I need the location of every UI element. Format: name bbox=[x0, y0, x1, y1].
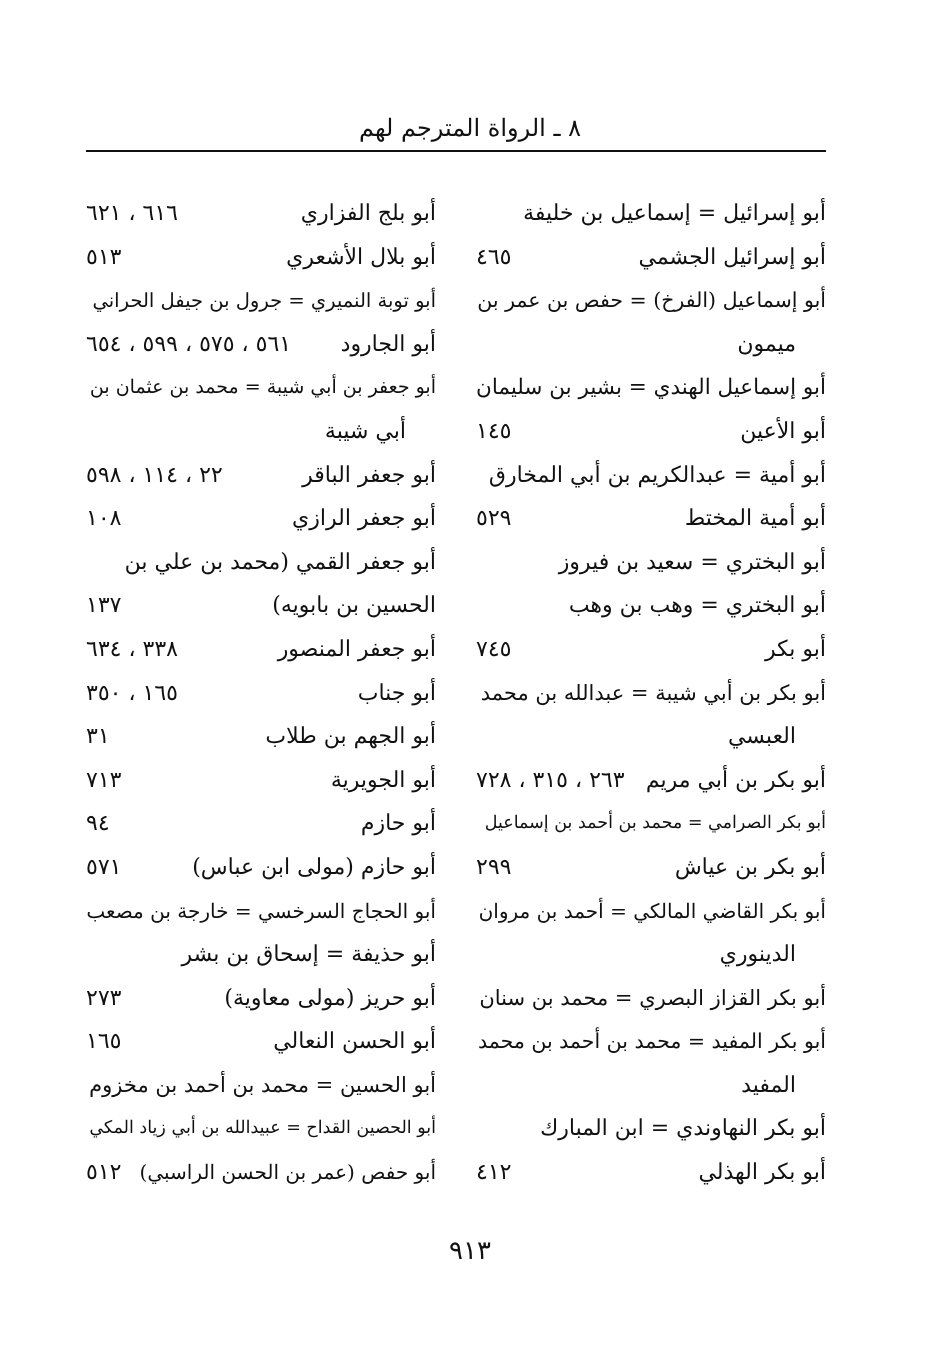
index-entry bbox=[86, 1107, 436, 1151]
entry-page-numbers: ٥١٣ bbox=[86, 244, 122, 270]
entry-name: أبو حازم (مولى ابن عباس) bbox=[192, 854, 436, 880]
entry-page-numbers: ٢٧٣ bbox=[86, 985, 122, 1011]
index-entry bbox=[476, 890, 826, 934]
index-entry bbox=[476, 715, 826, 759]
entry-name: أبو جعفر القمي (محمد بن علي بن bbox=[124, 549, 436, 575]
entry-name: أبو بكر النهاوندي = ابن المبارك bbox=[540, 1116, 826, 1142]
entry-name: أبو أمية المختط bbox=[684, 506, 826, 532]
entry-name: أبو بكر bbox=[764, 636, 826, 662]
index-entry bbox=[86, 584, 436, 628]
entry-page-numbers: ٢٢ ، ١١٤ ، ٥٩٨ bbox=[86, 462, 223, 488]
index-entry bbox=[476, 497, 826, 541]
index-entry bbox=[86, 236, 436, 280]
entry-name: أبو بكر القاضي المالكي = أحمد بن مروان bbox=[478, 898, 826, 923]
index-entry bbox=[86, 1151, 436, 1195]
entry-name: أبو بلال الأشعري bbox=[286, 244, 436, 270]
entry-name: أبو بكر بن أبي شيبة = عبدالله بن محمد bbox=[480, 680, 826, 705]
index-column-right bbox=[476, 192, 826, 1195]
index-entry bbox=[476, 1020, 826, 1064]
entry-page-numbers: ١٣٧ bbox=[86, 593, 122, 619]
entry-name: أبو توبة النميري = جرول بن جيفل الحراني bbox=[92, 289, 436, 313]
entry-name: أبو بكر المفيد = محمد بن أحمد بن محمد bbox=[478, 1029, 826, 1054]
index-entry bbox=[476, 1107, 826, 1151]
entry-page-numbers: ٢٦٣ ، ٣١٥ ، ٧٢٨ bbox=[476, 767, 625, 793]
index-entry bbox=[86, 410, 436, 454]
entry-page-numbers: ٢٩٩ bbox=[476, 854, 512, 880]
entry-page-numbers: ٤٦٥ bbox=[476, 244, 512, 270]
index-entry bbox=[476, 802, 826, 846]
index-entry bbox=[476, 672, 826, 716]
entry-name: أبو حفص (عمر بن الحسن الراسبي) bbox=[139, 1160, 436, 1185]
entry-name: أبو الحجاج السرخسي = خارجة بن مصعب bbox=[86, 898, 436, 923]
entry-name: أبو الجويرية bbox=[330, 767, 436, 793]
entry-name: أبو بكر القزاز البصري = محمد بن سنان bbox=[479, 985, 826, 1010]
index-entry bbox=[86, 541, 436, 585]
index-entry bbox=[476, 1151, 826, 1195]
entry-page-numbers: ١٦٥ bbox=[86, 1029, 122, 1055]
entry-name: أبو الحصين القداح = عبيدالله بن أبي زياد المكي bbox=[89, 1118, 436, 1139]
index-entry bbox=[86, 192, 436, 236]
index-entry bbox=[86, 802, 436, 846]
page-header-title: ٨ ـ الرواة المترجم لهم bbox=[359, 114, 581, 142]
entry-name: أبو جعفر بن أبي شيبة = محمد بن عثمان بن bbox=[89, 376, 436, 399]
index-entry bbox=[476, 236, 826, 280]
index-entry bbox=[86, 497, 436, 541]
entry-name: أبو الجهم بن طلاب bbox=[265, 724, 436, 750]
entry-name: أبو جعفر المنصور bbox=[277, 636, 436, 662]
entry-name: أبو بكر بن أبي مريم bbox=[645, 767, 826, 793]
entry-page-numbers: ٧٤٥ bbox=[476, 636, 512, 662]
page-number: ٩١٣ bbox=[449, 1236, 491, 1266]
index-entry bbox=[476, 977, 826, 1021]
entry-name: أبو بلج الفزاري bbox=[300, 201, 436, 226]
entry-name: الدينوري bbox=[719, 942, 796, 968]
entry-name: أبو إسماعيل (الفرخ) = حفص بن عمر بن bbox=[477, 288, 826, 313]
entry-name: أبي شيبة bbox=[324, 418, 406, 444]
index-entry bbox=[476, 759, 826, 803]
index-entry bbox=[476, 279, 826, 323]
entry-page-numbers: ٤١٢ bbox=[476, 1160, 512, 1186]
entry-name: أبو بكر الصرامي = محمد بن أحمد بن إسماعيل bbox=[484, 813, 826, 834]
index-entry bbox=[476, 846, 826, 890]
entry-name: أبو حازم bbox=[360, 811, 436, 837]
index-entry bbox=[476, 1064, 826, 1108]
index-entry bbox=[476, 366, 826, 410]
index-entry bbox=[86, 323, 436, 367]
entry-name: أبو الجارود bbox=[340, 331, 436, 357]
index-entry bbox=[86, 1020, 436, 1064]
entry-name: الحسين بن بابويه) bbox=[272, 593, 436, 619]
index-entry bbox=[476, 192, 826, 236]
index-entry bbox=[86, 628, 436, 672]
index-entry bbox=[86, 672, 436, 716]
entry-name: ميمون bbox=[737, 331, 796, 357]
index-entry bbox=[476, 454, 826, 498]
entry-page-numbers: ١٦٥ ، ٣٥٠ bbox=[86, 680, 178, 706]
index-entry bbox=[476, 541, 826, 585]
index-entry bbox=[86, 715, 436, 759]
entry-name: أبو الحسن النعالي bbox=[273, 1029, 436, 1055]
index-entry bbox=[476, 323, 826, 367]
entry-name: أبو البختري = سعيد بن فيروز bbox=[558, 549, 826, 575]
index-entry bbox=[476, 628, 826, 672]
entry-name: أبو إسرائيل = إسماعيل بن خليفة bbox=[523, 201, 826, 226]
entry-name: أبو جعفر الباقر bbox=[302, 462, 436, 488]
index-entry bbox=[86, 366, 436, 410]
index-entry bbox=[476, 410, 826, 454]
entry-page-numbers: ٥٦١ ، ٥٧٥ ، ٥٩٩ ، ٦٥٤ bbox=[86, 331, 292, 357]
entry-name: أبو جعفر الرازي bbox=[292, 506, 436, 532]
index-entry bbox=[86, 890, 436, 934]
index-column-left bbox=[86, 192, 436, 1195]
entry-name: أبو البختري = وهب بن وهب bbox=[568, 593, 826, 619]
entry-name: المفيد bbox=[741, 1072, 796, 1098]
index-entry bbox=[86, 279, 436, 323]
index-entry bbox=[476, 584, 826, 628]
entry-name: أبو حذيفة = إسحاق بن بشر bbox=[181, 942, 436, 968]
index-entry bbox=[86, 454, 436, 498]
entry-name: أبو جناب bbox=[357, 680, 436, 706]
entry-page-numbers: ١٠٨ bbox=[86, 506, 122, 532]
entry-name: العبسي bbox=[727, 724, 796, 750]
index-entry bbox=[86, 1064, 436, 1108]
entry-name: أبو أمية = عبدالكريم بن أبي المخارق bbox=[488, 462, 826, 488]
index-entry bbox=[86, 977, 436, 1021]
entry-page-numbers: ٥٢٩ bbox=[476, 506, 512, 532]
entry-page-numbers: ٧١٣ bbox=[86, 767, 122, 793]
entry-name: أبو إسرائيل الجشمي bbox=[638, 244, 826, 270]
entry-page-numbers: ١٤٥ bbox=[476, 418, 512, 444]
entry-page-numbers: ٣٣٨ ، ٦٣٤ bbox=[86, 636, 178, 662]
index-entry bbox=[86, 759, 436, 803]
entry-name: أبو إسماعيل الهندي = بشير بن سليمان bbox=[476, 375, 826, 401]
entry-page-numbers: ٦١٦ ، ٦٢١ bbox=[86, 201, 178, 226]
header-divider bbox=[86, 150, 826, 152]
index-entry bbox=[86, 846, 436, 890]
entry-page-numbers: ٥١٢ bbox=[86, 1160, 122, 1186]
entry-page-numbers: ٥٧١ bbox=[86, 854, 122, 880]
entry-page-numbers: ٩٤ bbox=[86, 811, 110, 837]
entry-name: أبو بكر الهذلي bbox=[698, 1160, 826, 1186]
entry-name: أبو بكر بن عياش bbox=[674, 854, 826, 880]
entry-name: أبو حريز (مولى معاوية) bbox=[224, 985, 436, 1011]
entry-name: أبو الحسين = محمد بن أحمد بن مخزوم bbox=[89, 1072, 436, 1097]
index-entry bbox=[86, 933, 436, 977]
entry-page-numbers: ٣١ bbox=[86, 724, 110, 750]
index-entry bbox=[476, 933, 826, 977]
entry-name: أبو الأعين bbox=[740, 418, 826, 444]
